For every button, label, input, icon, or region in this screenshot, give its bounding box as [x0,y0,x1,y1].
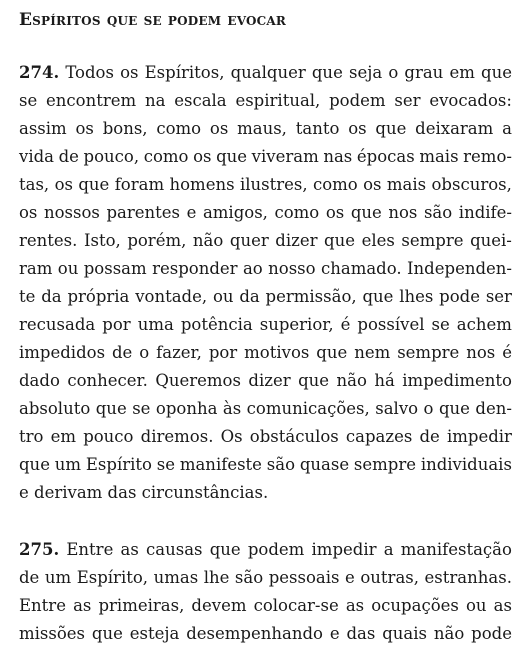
word: que [95,399,127,418]
word: chamado. [320,259,402,278]
word: os [75,119,94,138]
word: impedidos [19,343,106,362]
text-line [19,451,512,479]
word: ram [19,259,53,278]
word: pessoais [268,568,340,587]
word: rentes. [19,231,78,250]
word: fazer, [156,343,202,362]
word: dizer [248,371,291,390]
word: espiritual, [235,91,321,110]
word: se [156,455,176,474]
word: escala [174,91,227,110]
word: bons, [102,119,148,138]
word: ser [394,91,421,110]
word: nosso [268,259,316,278]
word: da [239,287,260,306]
word: possam [83,259,147,278]
word: lhe [203,568,230,587]
word: viveram [251,147,319,166]
word: manifeste [179,455,262,474]
word: maus, [237,119,287,138]
word: superior, [259,315,334,334]
word: que [481,63,512,82]
word: ser [485,287,512,306]
text-line [19,592,512,620]
word: que [375,119,407,138]
word: impedir [311,540,377,559]
word: mais [419,147,459,166]
text-line [19,283,512,311]
word: como [274,203,320,222]
word: evocados: [429,91,512,110]
line-text: e derivam das circunstâncias. [19,483,269,502]
word: sempre [397,343,460,362]
word: não [433,624,465,643]
word: quais [382,624,428,643]
word: os [209,119,229,138]
word: absoluto [19,399,91,418]
word: não [336,371,367,390]
word: da [41,287,62,306]
word: se [431,315,450,334]
section-heading: Espíritos que se podem evocar [19,10,287,30]
word: pouco, [83,147,140,166]
word: colocar-se [253,596,339,615]
word: homens [169,175,235,194]
word: os [54,175,73,194]
word: o [423,399,434,418]
word: como [156,119,202,138]
word: é [502,343,512,362]
word: Independen- [407,259,512,278]
word: Espíritos, [144,63,225,82]
word: quer [229,231,269,250]
word: às [222,399,242,418]
word: de [19,568,40,587]
word: possível [357,315,425,334]
word: as [120,540,139,559]
word: ou [465,596,487,615]
text-line [19,620,512,648]
word: vontade, [135,287,208,306]
word: Espírito [85,455,152,474]
word: e [345,568,355,587]
word: que [350,203,382,222]
word: nos [466,343,496,362]
word: vida [19,147,54,166]
word: tas, [19,175,50,194]
word: se [132,399,151,418]
word: motivos [244,343,310,362]
paragraph-number: 275. [19,540,60,559]
word: que [216,147,248,166]
word: dizer [275,231,318,250]
word: das [346,624,376,643]
word: ao [242,259,263,278]
text-line [19,479,512,507]
word: assim [19,119,67,138]
book-page [19,0,512,643]
word: desempenhando [186,624,323,643]
word: os [348,119,367,138]
word: impedir [446,427,512,446]
word: remo- [463,147,512,166]
word: em [50,427,77,446]
word: de [112,343,133,362]
word: potência [180,315,253,334]
word: própria [67,287,130,306]
word: oponha [155,399,218,418]
text-line [19,199,512,227]
text-line [19,536,512,564]
word: responder [152,259,238,278]
word: podem [247,540,305,559]
paragraph-274 [19,59,512,507]
word: individuais [420,455,512,474]
text-line [19,367,512,395]
word: outras, [360,568,419,587]
word: como [312,175,358,194]
word: diremos. [140,427,214,446]
word: pode [471,624,512,643]
word: achem [456,315,512,334]
paragraph-275 [19,536,512,648]
word: épocas [356,147,415,166]
word: as [345,596,365,615]
text-line [19,227,512,255]
word: os [120,63,139,82]
paragraph-number: 274. [19,63,60,82]
word: um [54,455,82,474]
word: tanto [295,119,340,138]
word: deixaram [415,119,494,138]
word: nos [388,203,418,222]
word: Todos [65,63,114,82]
word: ilustres, [239,175,308,194]
word: primeiras, [98,596,185,615]
word: mais [386,175,427,194]
word: capazes [345,427,413,446]
word: den- [475,399,512,418]
word: esteja [129,624,180,643]
word: grau [404,63,444,82]
word: por [208,343,238,362]
word: que [209,540,241,559]
word: obscuros, [431,175,512,194]
word: conhecer. [67,371,148,390]
word: amigos, [202,203,268,222]
word: são [423,203,453,222]
word: salvo [375,399,419,418]
word: a [502,119,512,138]
word: são [234,568,264,587]
word: Espírito, [76,568,149,587]
text-line [19,59,512,87]
word: que [324,231,356,250]
word: Os [220,427,243,446]
word: que [362,287,394,306]
word: os [363,175,382,194]
text-line [19,395,512,423]
word: de [419,427,440,446]
word: permissão, [265,287,357,306]
word: quei- [470,231,512,250]
word: nossos [43,203,100,222]
word: umas [153,568,199,587]
word: que [438,399,470,418]
word: podem [329,91,386,110]
word: é [340,315,351,334]
word: quase [299,455,350,474]
word: uma [137,315,174,334]
word: que [78,175,110,194]
word: e [329,624,340,643]
word: que [91,624,123,643]
text-line [19,115,512,143]
word: causas [146,540,203,559]
word: seja [348,63,383,82]
word: parentes [106,203,181,222]
word: um [44,568,72,587]
word: as [73,596,92,615]
word: manifestação [400,540,512,559]
word: são [266,455,296,474]
text-line [19,143,512,171]
word: não [192,231,224,250]
word: o [388,63,399,82]
word: missões [19,624,86,643]
word: por [102,315,131,334]
word: que [298,371,330,390]
word: ou [212,287,234,306]
word: sempre [353,455,416,474]
word: as [493,596,512,615]
word: devem [191,596,247,615]
word: encontrem [46,91,137,110]
text-line [19,311,512,339]
word: nas [323,147,353,166]
word: tro [19,427,44,446]
word: que [316,343,348,362]
word: recusada [19,315,96,334]
text-line [19,87,512,115]
word: Isto, [83,231,121,250]
text-line [19,564,512,592]
word: Queremos [155,371,241,390]
word: Entre [19,596,66,615]
word: ou [57,259,79,278]
word: pouco [83,427,134,446]
word: nem [354,343,391,362]
word: obstáculos [249,427,339,446]
word: de [58,147,79,166]
word: te [19,287,36,306]
word: dado [19,371,60,390]
word: os [325,203,345,222]
word: o [139,343,150,362]
word: que [19,455,50,474]
word: se [19,91,38,110]
word: na [144,91,166,110]
word: ocupações [371,596,459,615]
text-line [19,255,512,283]
word: qualquer [230,63,306,82]
text-line [19,423,512,451]
word: lhes [399,287,434,306]
word: e [186,203,197,222]
word: em [449,63,475,82]
word: impedimento [402,371,512,390]
word: há [374,371,395,390]
word: foram [114,175,165,194]
word: pode [439,287,480,306]
word: os [19,203,38,222]
word: a [383,540,394,559]
word: estranhas. [424,568,512,587]
word: indife- [458,203,512,222]
word: como [143,147,189,166]
word: comunicações, [246,399,370,418]
word: eles [361,231,395,250]
word: que [311,63,343,82]
word: Entre [66,540,114,559]
word: porém, [127,231,187,250]
text-line [19,171,512,199]
text-line [19,339,512,367]
word: os [193,147,212,166]
word: sempre [401,231,464,250]
